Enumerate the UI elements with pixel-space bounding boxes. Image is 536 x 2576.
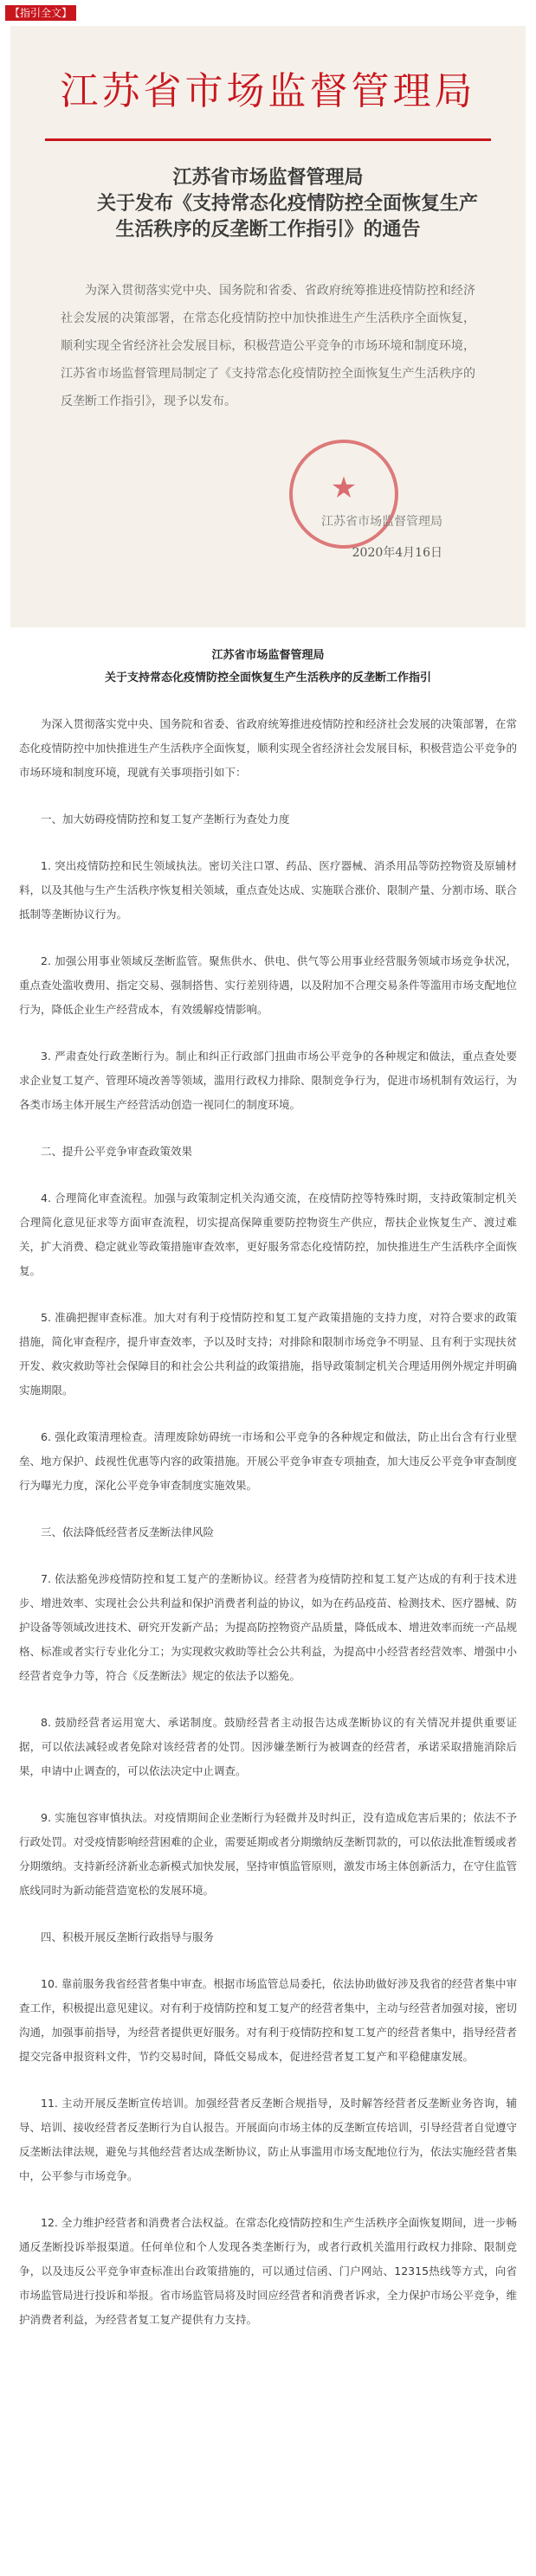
intro-paragraph: 为深入贯彻落实党中央、国务院和省委、省政府统筹推进疫情防控和经济社会发展的决策部署，在常态化疫情防控中加快推进生产生活秩序全面恢复，顺利实现全省经济社会发展目标，积极营造公平竞争的市场环境和制度环境，现就有关事项指引如下： — [19, 717, 518, 779]
paragraph: 5. 准确把握审查标准。加大对有利于疫情防控和复工复产政策措施的支持力度，对符合要求的政策措施，简化审查程序，提升审查效率，予以及时支持；对排除和限制市场竞争不明显、且有利于实现扶贫开发、救灾救助等社会保障目的和社会公共利益的政策措施，指导政策制定机关合理适用例外规定并明确实施期限。 — [19, 1311, 518, 1397]
paragraph: 8. 鼓励经营者运用宽大、承诺制度。鼓励经营者主动报告达成垄断协议的有关情况并提供重要证据，可以依法减轻或者免除对该经营者的处罚。因涉嫌垄断行为被调查的经营者，承诺采取措施消除后果，申请中止调查的，可以依法决定中止调查。 — [19, 1716, 517, 1777]
doc-title-line: 江苏省市场监督管理局 — [172, 166, 364, 189]
article-heading-org: 江苏省市场监督管理局 — [211, 649, 325, 662]
paragraph: 9. 实施包容审慎执法。对疫情期间企业垄断行为轻微并及时纠正，没有造成危害后果的；依法不予行政处罚。对受疫情影响经营困难的企业，需要延期或者分期缴纳反垄断罚款的，可以依法批准暂缓或者分期缴纳。支持新经济新业态新模式加快发展，坚持审慎监管原则，激发市场主体创新活力，在守住监管底线同时为新动能营造宽松的发展环境。 — [19, 1811, 518, 1897]
doc-date: 2020年4月16日 — [352, 546, 442, 560]
section-heading: 四、积极开展反垄断行政指导与服务 — [41, 1930, 215, 1943]
section-heading: 二、提升公平竞争审查政策效果 — [41, 1145, 193, 1158]
article — [19, 645, 517, 2354]
doc-title — [97, 164, 479, 242]
guide-tag: 【指引全文】 — [5, 5, 76, 21]
section-heading: 一、加大妨碍疫情防控和复工复产垄断行为查处力度 — [41, 813, 290, 825]
paragraph: 11. 主动开展反垄断宣传培训。加强经营者反垄断合规指导，及时解答经营者反垄断业务咨询，辅导、培训、接收经营者反垄断行为自认报告。开展面向市场主体的反垄断宣传培训，引导经营者自觉遵守反垄断法律法规，避免与其他经营者达成垄断协议，防止从事滥用市场支配地位行为，依法实施经营者集中，公平参与市场竞争。 — [19, 2097, 518, 2182]
official-seal — [289, 440, 398, 549]
seal-star-icon: ★ — [330, 471, 358, 505]
doc-signer: 江苏省市场监督管理局 — [321, 515, 442, 529]
doc-title-line: 生活秩序的反垄断工作指引》的通告 — [115, 218, 421, 241]
paragraph: 3. 严肃查处行政垄断行为。制止和纠正行政部门扭曲市场公平竞争的各种规定和做法，重点查处要求企业复工复产、管理环境改善等领域，滥用行政权力排除、限制竞争行为，促进市场机制有效运行，为各类市场主体开展生产经营活动创造一视同仁的制度环境。 — [19, 1050, 518, 1111]
doc-body: 为深入贯彻落实党中央、国务院和省委、省政府统筹推进疫情防控和经济社会发展的决策部署，在常态化疫情防控中加快推进生产生活秩序全面恢复，顺利实现全省经济社会发展目标，积极营造公平竞争的市场环境和制度环境，江苏省市场监督管理局制定了《支持常态化疫情防控全面恢复生产生活秩序的反垄断工作指引》，现予以发布。 — [61, 284, 475, 408]
document-image — [10, 26, 526, 627]
paragraph: 4. 合理简化审查流程。加强与政策制定机关沟通交流，在疫情防控等特殊时期，支持政策制定机关合理简化意见征求等方面审查流程，切实提高保障重要防控物资生产供应，帮扶企业恢复生产、渡过难关，扩大消费、稳定就业等政策措施审查效率，更好服务常态化疫情防控，加快推进生产生活秩序全面恢复。 — [19, 1192, 518, 1277]
org-header: 江苏省市场监督管理局 — [60, 69, 476, 113]
paragraph: 12. 全力维护经营者和消费者合法权益。在常态化疫情防控和生产生活秩序全面恢复期间，进一步畅通反垄断投诉举报渠道。任何单位和个人发现各类垄断行为，或者行政机关滥用行政权力排除、限制竞争，以及违反公平竞争审查标准出台政策措施的，可以通过信函、门户网站、12315热线等方式，向省市场监管局进行投诉和举报。省市场监管局将及时回应经营者和消费者诉求，全力保护市场公平竞争，维护消费者利益，为经营者复工复产提供有力支持。 — [19, 2216, 518, 2326]
paragraph: 1. 突出疫情防控和民生领域执法。密切关注口罩、药品、医疗器械、消杀用品等防控物资及原辅材料，以及其他与生产生活秩序恢复相关领域，重点查处达成、实施联合涨价、限制产量、分割市场、联合抵制等垄断协议行为。 — [19, 859, 518, 921]
doc-title-line: 关于发布《支持常态化疫情防控全面恢复生产 — [97, 192, 479, 215]
section-heading: 三、依法降低经营者反垄断法律风险 — [41, 1526, 215, 1539]
paragraph: 7. 依法豁免涉疫情防控和复工复产的垄断协议。经营者为疫情防控和复工复产达成的有利于技术进步、增进效率、实现社会公共利益和保护消费者利益的协议，如为在药品疫苗、检测技术、医疗器械、防护设备等领域改进技术、研究开发新产品；为提高防控物资产品质量，降低成本、增进效率而统一产品规格、标准或者实行专业化分工；为实现救灾救助等社会公共利益，为提高中小经营者经营效率、增强中小经营者竞争力等，符合《反垄断法》规定的依法予以豁免。 — [19, 1572, 518, 1682]
paragraph: 2. 加强公用事业领域反垄断监管。聚焦供水、供电、供气等公用事业经营服务领域市场竞争状况，重点查处滥收费用、指定交易、强制搭售、实行差别待遇，以及附加不合理交易条件等滥用市场支配地位行为，降低企业生产经营成本，有效缓解疫情影响。 — [19, 954, 518, 1016]
red-rule — [45, 138, 491, 141]
paragraph: 10. 靠前服务我省经营者集中审查。根据市场监管总局委托，依法协助做好涉及我省的经营者集中审查工作，积极提出意见建议。对有利于疫情防控和复工复产的经营者集中，主动与经营者加强对接，密切沟通，加强事前指导，为经营者提供更好服务。对有利于疫情防控和复工复产的经营者集中，指导经营者提交完备申报资料文件，节约交易时间，降低交易成本，促进经营者复工复产和平稳健康发展。 — [19, 1977, 518, 2063]
article-heading-title: 关于支持常态化疫情防控全面恢复生产生活秩序的反垄断工作指引 — [104, 671, 431, 684]
paragraph: 6. 强化政策清理检查。清理废除妨碍统一市场和公平竞争的各种规定和做法，防止出台含有行业壁垒、地方保护、歧视性优惠等内容的政策措施。开展公平竞争审查专项抽查，加大违反公平竞争审查制度行为曝光力度，深化公平竞争审查制度实施效果。 — [19, 1430, 518, 1492]
